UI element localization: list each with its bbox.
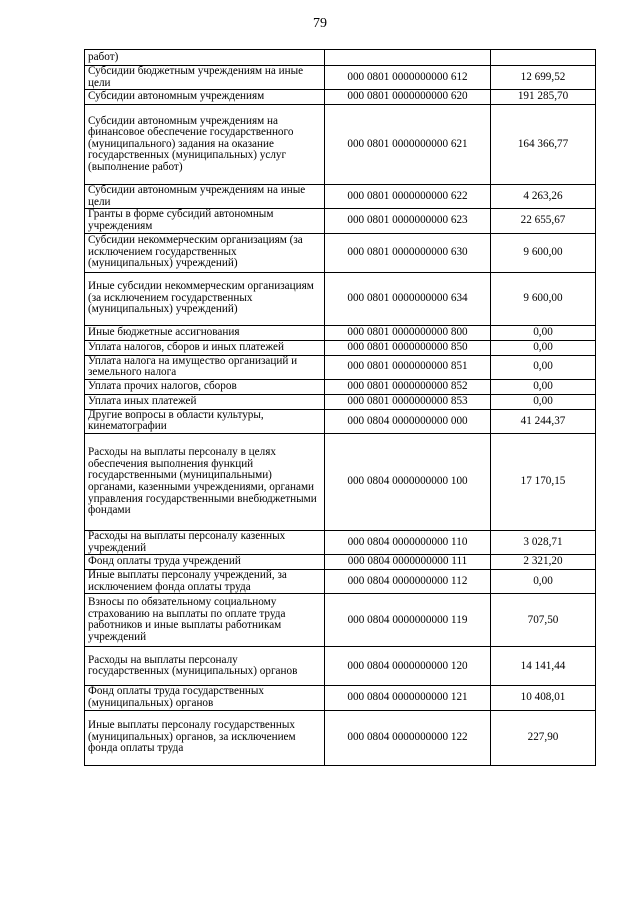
table-row bbox=[85, 90, 596, 105]
row-code-cell: 000 0801 0000000000 630 bbox=[325, 233, 491, 272]
table-row bbox=[85, 530, 596, 554]
row-amount-cell: 164 366,77 bbox=[491, 105, 596, 185]
row-name-cell: Иные выплаты персоналу государственных (муниципальных) органов, за исключением фонда оплаты труда bbox=[85, 710, 325, 765]
table-row bbox=[85, 555, 596, 570]
row-code-cell: 000 0801 0000000000 852 bbox=[325, 379, 491, 394]
row-name-cell: Иные выплаты персоналу учреждений, за исключением фонда оплаты труда bbox=[85, 570, 325, 594]
table-row bbox=[85, 66, 596, 90]
table-row bbox=[85, 394, 596, 409]
table-row bbox=[85, 325, 596, 340]
row-name-cell: Иные бюджетные ассигнования bbox=[85, 325, 325, 340]
row-name-cell: Уплата налога на имущество организаций и земельного налога bbox=[85, 355, 325, 379]
row-name-cell: Другие вопросы в области культуры, кинематографии bbox=[85, 409, 325, 433]
row-name-cell: Субсидии автономным учреждениям bbox=[85, 90, 325, 105]
row-code-cell: 000 0804 0000000000 122 bbox=[325, 710, 491, 765]
row-amount-cell: 227,90 bbox=[491, 710, 596, 765]
row-name-cell: Фонд оплаты труда государственных (муниципальных) органов bbox=[85, 686, 325, 710]
table-row bbox=[85, 686, 596, 710]
row-amount-cell: 707,50 bbox=[491, 594, 596, 647]
table-row bbox=[85, 50, 596, 66]
row-code-cell: 000 0801 0000000000 612 bbox=[325, 66, 491, 90]
row-amount-cell: 0,00 bbox=[491, 325, 596, 340]
row-amount-cell: 12 699,52 bbox=[491, 66, 596, 90]
row-name-cell: Расходы на выплаты персоналу государственных (муниципальных) органов bbox=[85, 647, 325, 686]
table-row bbox=[85, 409, 596, 433]
page-number: 79 bbox=[313, 16, 327, 31]
table-row bbox=[85, 209, 596, 233]
table-body bbox=[85, 50, 596, 766]
row-code-cell: 000 0804 0000000000 100 bbox=[325, 433, 491, 530]
row-amount-cell: 9 600,00 bbox=[491, 233, 596, 272]
table-row bbox=[85, 433, 596, 530]
budget-table bbox=[84, 49, 596, 766]
row-amount-cell: 17 170,15 bbox=[491, 433, 596, 530]
row-amount-cell: 0,00 bbox=[491, 570, 596, 594]
row-code-cell: 000 0804 0000000000 110 bbox=[325, 530, 491, 554]
table-row bbox=[85, 272, 596, 325]
row-code-cell: 000 0804 0000000000 119 bbox=[325, 594, 491, 647]
row-code-cell: 000 0801 0000000000 620 bbox=[325, 90, 491, 105]
row-name-cell: Фонд оплаты труда учреждений bbox=[85, 555, 325, 570]
table-row bbox=[85, 105, 596, 185]
row-code-cell: 000 0801 0000000000 851 bbox=[325, 355, 491, 379]
row-amount-cell: 9 600,00 bbox=[491, 272, 596, 325]
row-name-cell: Гранты в форме субсидий автономным учреждениям bbox=[85, 209, 325, 233]
row-name-cell: Уплата налогов, сборов и иных платежей bbox=[85, 340, 325, 355]
row-name-cell: Взносы по обязательному социальному страхованию на выплаты по оплате труда работников и иные выплаты работникам учреждений bbox=[85, 594, 325, 647]
table-row bbox=[85, 355, 596, 379]
row-amount-cell: 0,00 bbox=[491, 379, 596, 394]
row-code-cell: 000 0801 0000000000 623 bbox=[325, 209, 491, 233]
row-name-cell: Иные субсидии некоммерческим организациям (за исключением государственных (муниципальных) учреждений) bbox=[85, 272, 325, 325]
row-code-cell: 000 0804 0000000000 112 bbox=[325, 570, 491, 594]
row-amount-cell: 4 263,26 bbox=[491, 185, 596, 209]
row-amount-cell: 3 028,71 bbox=[491, 530, 596, 554]
table-row bbox=[85, 185, 596, 209]
table-row bbox=[85, 233, 596, 272]
table-row bbox=[85, 647, 596, 686]
row-code-cell: 000 0801 0000000000 853 bbox=[325, 394, 491, 409]
table-row bbox=[85, 710, 596, 765]
row-code-cell: 000 0801 0000000000 800 bbox=[325, 325, 491, 340]
table-row bbox=[85, 379, 596, 394]
row-amount-cell: 22 655,67 bbox=[491, 209, 596, 233]
row-name-cell: Уплата иных платежей bbox=[85, 394, 325, 409]
row-name-cell: Субсидии некоммерческим организациям (за исключением государственных (муниципальных) учреждений) bbox=[85, 233, 325, 272]
table-row bbox=[85, 594, 596, 647]
row-code-cell: 000 0804 0000000000 120 bbox=[325, 647, 491, 686]
table-row bbox=[85, 570, 596, 594]
row-amount-cell: 10 408,01 bbox=[491, 686, 596, 710]
row-name-cell: Субсидии бюджетным учреждениям на иные цели bbox=[85, 66, 325, 90]
row-code-cell bbox=[325, 50, 491, 66]
row-code-cell: 000 0801 0000000000 634 bbox=[325, 272, 491, 325]
row-amount-cell: 0,00 bbox=[491, 355, 596, 379]
row-amount-cell: 14 141,44 bbox=[491, 647, 596, 686]
table-row bbox=[85, 340, 596, 355]
row-amount-cell: 191 285,70 bbox=[491, 90, 596, 105]
row-name-cell: работ) bbox=[85, 50, 325, 66]
row-amount-cell: 0,00 bbox=[491, 340, 596, 355]
row-code-cell: 000 0804 0000000000 121 bbox=[325, 686, 491, 710]
row-code-cell: 000 0801 0000000000 622 bbox=[325, 185, 491, 209]
row-code-cell: 000 0804 0000000000 111 bbox=[325, 555, 491, 570]
row-name-cell: Расходы на выплаты персоналу в целях обеспечения выполнения функций государственными (муниципальными) органами, казенными учреждениями, органами управления государственными внебюджетными фондами bbox=[85, 433, 325, 530]
row-amount-cell: 41 244,37 bbox=[491, 409, 596, 433]
row-name-cell: Расходы на выплаты персоналу казенных учреждений bbox=[85, 530, 325, 554]
row-name-cell: Субсидии автономным учреждениям на финансовое обеспечение государственного (муниципального) задания на оказание государственных (муниципальных) услуг (выполнение работ) bbox=[85, 105, 325, 185]
row-amount-cell: 0,00 bbox=[491, 394, 596, 409]
row-code-cell: 000 0801 0000000000 850 bbox=[325, 340, 491, 355]
row-code-cell: 000 0801 0000000000 621 bbox=[325, 105, 491, 185]
row-name-cell: Уплата прочих налогов, сборов bbox=[85, 379, 325, 394]
row-amount-cell bbox=[491, 50, 596, 66]
row-code-cell: 000 0804 0000000000 000 bbox=[325, 409, 491, 433]
row-amount-cell: 2 321,20 bbox=[491, 555, 596, 570]
row-name-cell: Субсидии автономным учреждениям на иные цели bbox=[85, 185, 325, 209]
